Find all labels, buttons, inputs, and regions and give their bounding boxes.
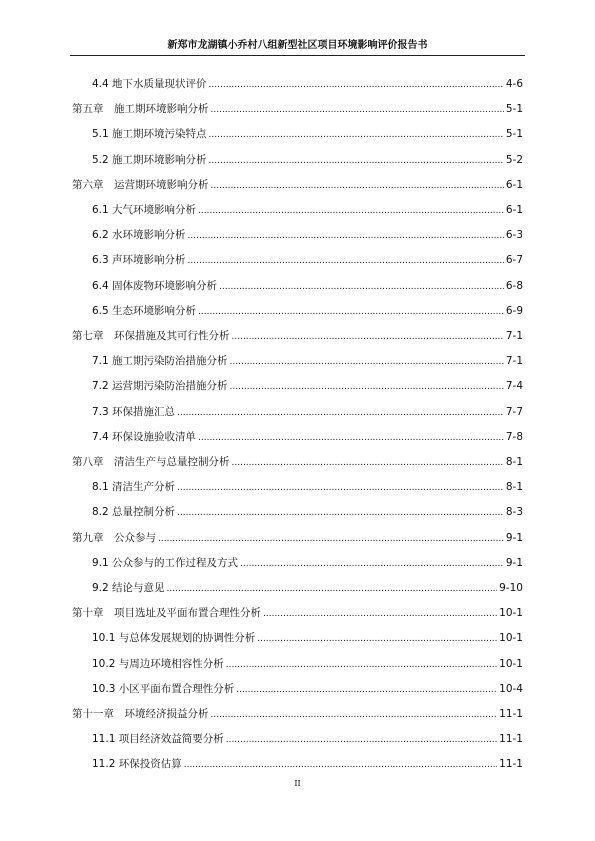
toc-entry-page: 8-1	[505, 456, 523, 468]
toc-entry-page: 11-1	[499, 708, 523, 720]
toc-entry-title: 7.3 环保措施汇总	[92, 405, 176, 418]
toc-chapter-entry[interactable]	[72, 99, 523, 119]
toc-section-entry[interactable]	[92, 150, 523, 170]
toc-entry-page: 6-1	[505, 204, 523, 216]
toc-entry-title: 第六章 运营期环境影响分析	[72, 178, 209, 191]
toc-entry-title: 7.1 施工期污染防治措施分析	[92, 355, 228, 368]
toc-entry-page: 7-1	[505, 330, 523, 342]
toc-chapter-entry[interactable]	[72, 326, 523, 346]
toc-section-entry[interactable]	[92, 351, 523, 371]
toc-section-entry[interactable]	[92, 225, 523, 245]
toc-entry-page: 5-1	[505, 128, 523, 141]
dot-leader	[198, 301, 504, 321]
dot-leader	[188, 225, 504, 245]
page-number: II	[294, 779, 301, 788]
toc-section-entry[interactable]	[92, 553, 523, 573]
toc-entry-page: 9-1	[505, 531, 523, 544]
dot-leader	[209, 150, 504, 170]
dot-leader	[226, 654, 497, 674]
toc-entry-title: 7.4 环保设施验收清单	[92, 430, 197, 443]
toc-chapter-entry[interactable]	[72, 704, 523, 724]
dot-leader	[263, 603, 497, 623]
toc-entry-page: 10-1	[499, 632, 523, 645]
toc-entry-title: 第五章 施工期环境影响分析	[72, 103, 209, 116]
toc-entry-title: 6.4 固体废物环境影响分析	[92, 279, 218, 292]
toc-chapter-entry[interactable]	[72, 603, 523, 623]
toc-entry-title: 4.4 地下水质量现状评价	[92, 78, 207, 90]
toc-entry-title: 第十一章 环境经济损益分析	[72, 708, 209, 720]
dot-leader	[240, 553, 504, 573]
toc-section-entry[interactable]	[92, 628, 523, 648]
toc-entry-page: 9-1	[505, 556, 523, 569]
toc-entry-title: 6.1 大气环境影响分析	[92, 204, 197, 216]
toc-entry-title: 第十章 项目选址及平面布置合理性分析	[72, 607, 261, 620]
toc-entry-page: 5-1	[505, 103, 523, 116]
toc-section-entry[interactable]	[92, 754, 523, 774]
toc-entry-title: 6.3 声环境影响分析	[92, 254, 186, 267]
dot-leader	[158, 528, 504, 548]
dot-leader	[257, 628, 497, 648]
toc-section-entry[interactable]	[92, 502, 523, 522]
toc-entry-title: 9.2 结论与意见	[92, 582, 165, 594]
dot-leader	[236, 679, 497, 699]
toc-entry-title: 9.1 公众参与的工作过程及方式	[92, 556, 239, 569]
toc-section-entry[interactable]	[92, 427, 523, 447]
toc-entry-title: 11.2 环保投资估算	[92, 758, 182, 771]
toc-entry-page: 6-8	[505, 279, 523, 292]
dot-leader	[232, 452, 504, 472]
dot-leader	[232, 326, 504, 346]
toc-entry-page: 6-9	[505, 304, 523, 317]
toc-section-entry[interactable]	[92, 200, 523, 220]
dot-leader	[167, 578, 498, 598]
toc-section-entry[interactable]	[92, 654, 523, 674]
dot-leader	[177, 502, 504, 522]
document-title: 新郑市龙湖镇小乔村八组新型社区项目环境影响评价报告书	[167, 40, 428, 51]
toc-section-entry[interactable]	[92, 74, 523, 94]
toc-entry-title: 6.2 水环境影响分析	[92, 229, 186, 242]
toc-entry-page: 9-10	[499, 582, 523, 594]
toc-entry-title: 第七章 环保措施及其可行性分析	[72, 330, 230, 342]
toc-entry-title: 第九章 公众参与	[72, 531, 156, 544]
dot-leader	[219, 276, 504, 296]
toc-entry-title: 7.2 运营期污染防治措施分析	[92, 380, 228, 393]
toc-entry-title: 10.3 小区平面布置合理性分析	[92, 682, 235, 695]
toc-entry-page: 7-4	[505, 380, 523, 393]
toc-entry-title: 8.2 总量控制分析	[92, 506, 176, 519]
toc-entry-page: 11-1	[499, 758, 523, 771]
dot-leader	[188, 250, 504, 270]
dot-leader	[230, 376, 504, 396]
dot-leader	[211, 99, 504, 119]
toc-entry-title: 6.5 生态环境影响分析	[92, 304, 197, 317]
toc-entry-page: 7-1	[505, 355, 523, 368]
toc-entry-page: 8-3	[505, 506, 523, 519]
toc-section-entry[interactable]	[92, 250, 523, 270]
toc-entry-page: 7-8	[505, 430, 523, 443]
toc-chapter-entry[interactable]	[72, 528, 523, 548]
dot-leader	[177, 402, 504, 422]
toc-section-entry[interactable]	[92, 376, 523, 396]
toc-entry-page: 6-7	[505, 254, 523, 267]
toc-entry-page: 10-1	[499, 607, 523, 620]
dot-leader	[230, 351, 504, 371]
toc-chapter-entry[interactable]	[72, 175, 523, 195]
toc-entry-title: 11.1 项目经济效益简要分析	[92, 733, 224, 746]
toc-entry-title: 8.1 清洁生产分析	[92, 481, 176, 494]
toc-entry-page: 7-7	[505, 405, 523, 418]
document-header	[70, 40, 525, 56]
toc-entry-page: 10-1	[499, 657, 523, 670]
dot-leader	[226, 729, 497, 749]
toc-entry-title: 5.1 施工期环境污染特点	[92, 128, 207, 141]
toc-entry-page: 11-1	[499, 733, 523, 746]
toc-entry-title: 10.2 与周边环境相容性分析	[92, 657, 224, 670]
dot-leader	[177, 477, 504, 497]
toc-section-entry[interactable]	[92, 124, 523, 144]
toc-section-entry[interactable]	[92, 729, 523, 749]
toc-section-entry[interactable]	[92, 477, 523, 497]
toc-entry-title: 5.2 施工期环境影响分析	[92, 153, 207, 166]
toc-section-entry[interactable]	[92, 578, 523, 598]
toc-chapter-entry[interactable]	[72, 452, 523, 472]
dot-leader	[211, 175, 504, 195]
toc-entry-title: 第八章 清洁生产与总量控制分析	[72, 456, 230, 468]
toc-entry-page: 8-1	[505, 481, 523, 494]
toc-entry-page: 6-3	[505, 229, 523, 242]
toc-section-entry[interactable]	[92, 301, 523, 321]
dot-leader	[209, 74, 504, 94]
dot-leader	[198, 200, 504, 220]
toc-entry-page: 10-4	[499, 682, 523, 695]
toc-entry-page: 5-2	[505, 153, 523, 166]
dot-leader	[198, 427, 504, 447]
dot-leader	[209, 124, 504, 144]
dot-leader	[184, 754, 497, 774]
toc-entry-page: 4-6	[505, 78, 523, 90]
toc-entry-page: 6-1	[505, 178, 523, 191]
dot-leader	[211, 704, 498, 724]
toc-section-entry[interactable]	[92, 276, 523, 296]
toc-section-entry[interactable]	[92, 402, 523, 422]
toc-entry-title: 10.1 与总体发展规划的协调性分析	[92, 632, 256, 645]
toc-section-entry[interactable]	[92, 679, 523, 699]
